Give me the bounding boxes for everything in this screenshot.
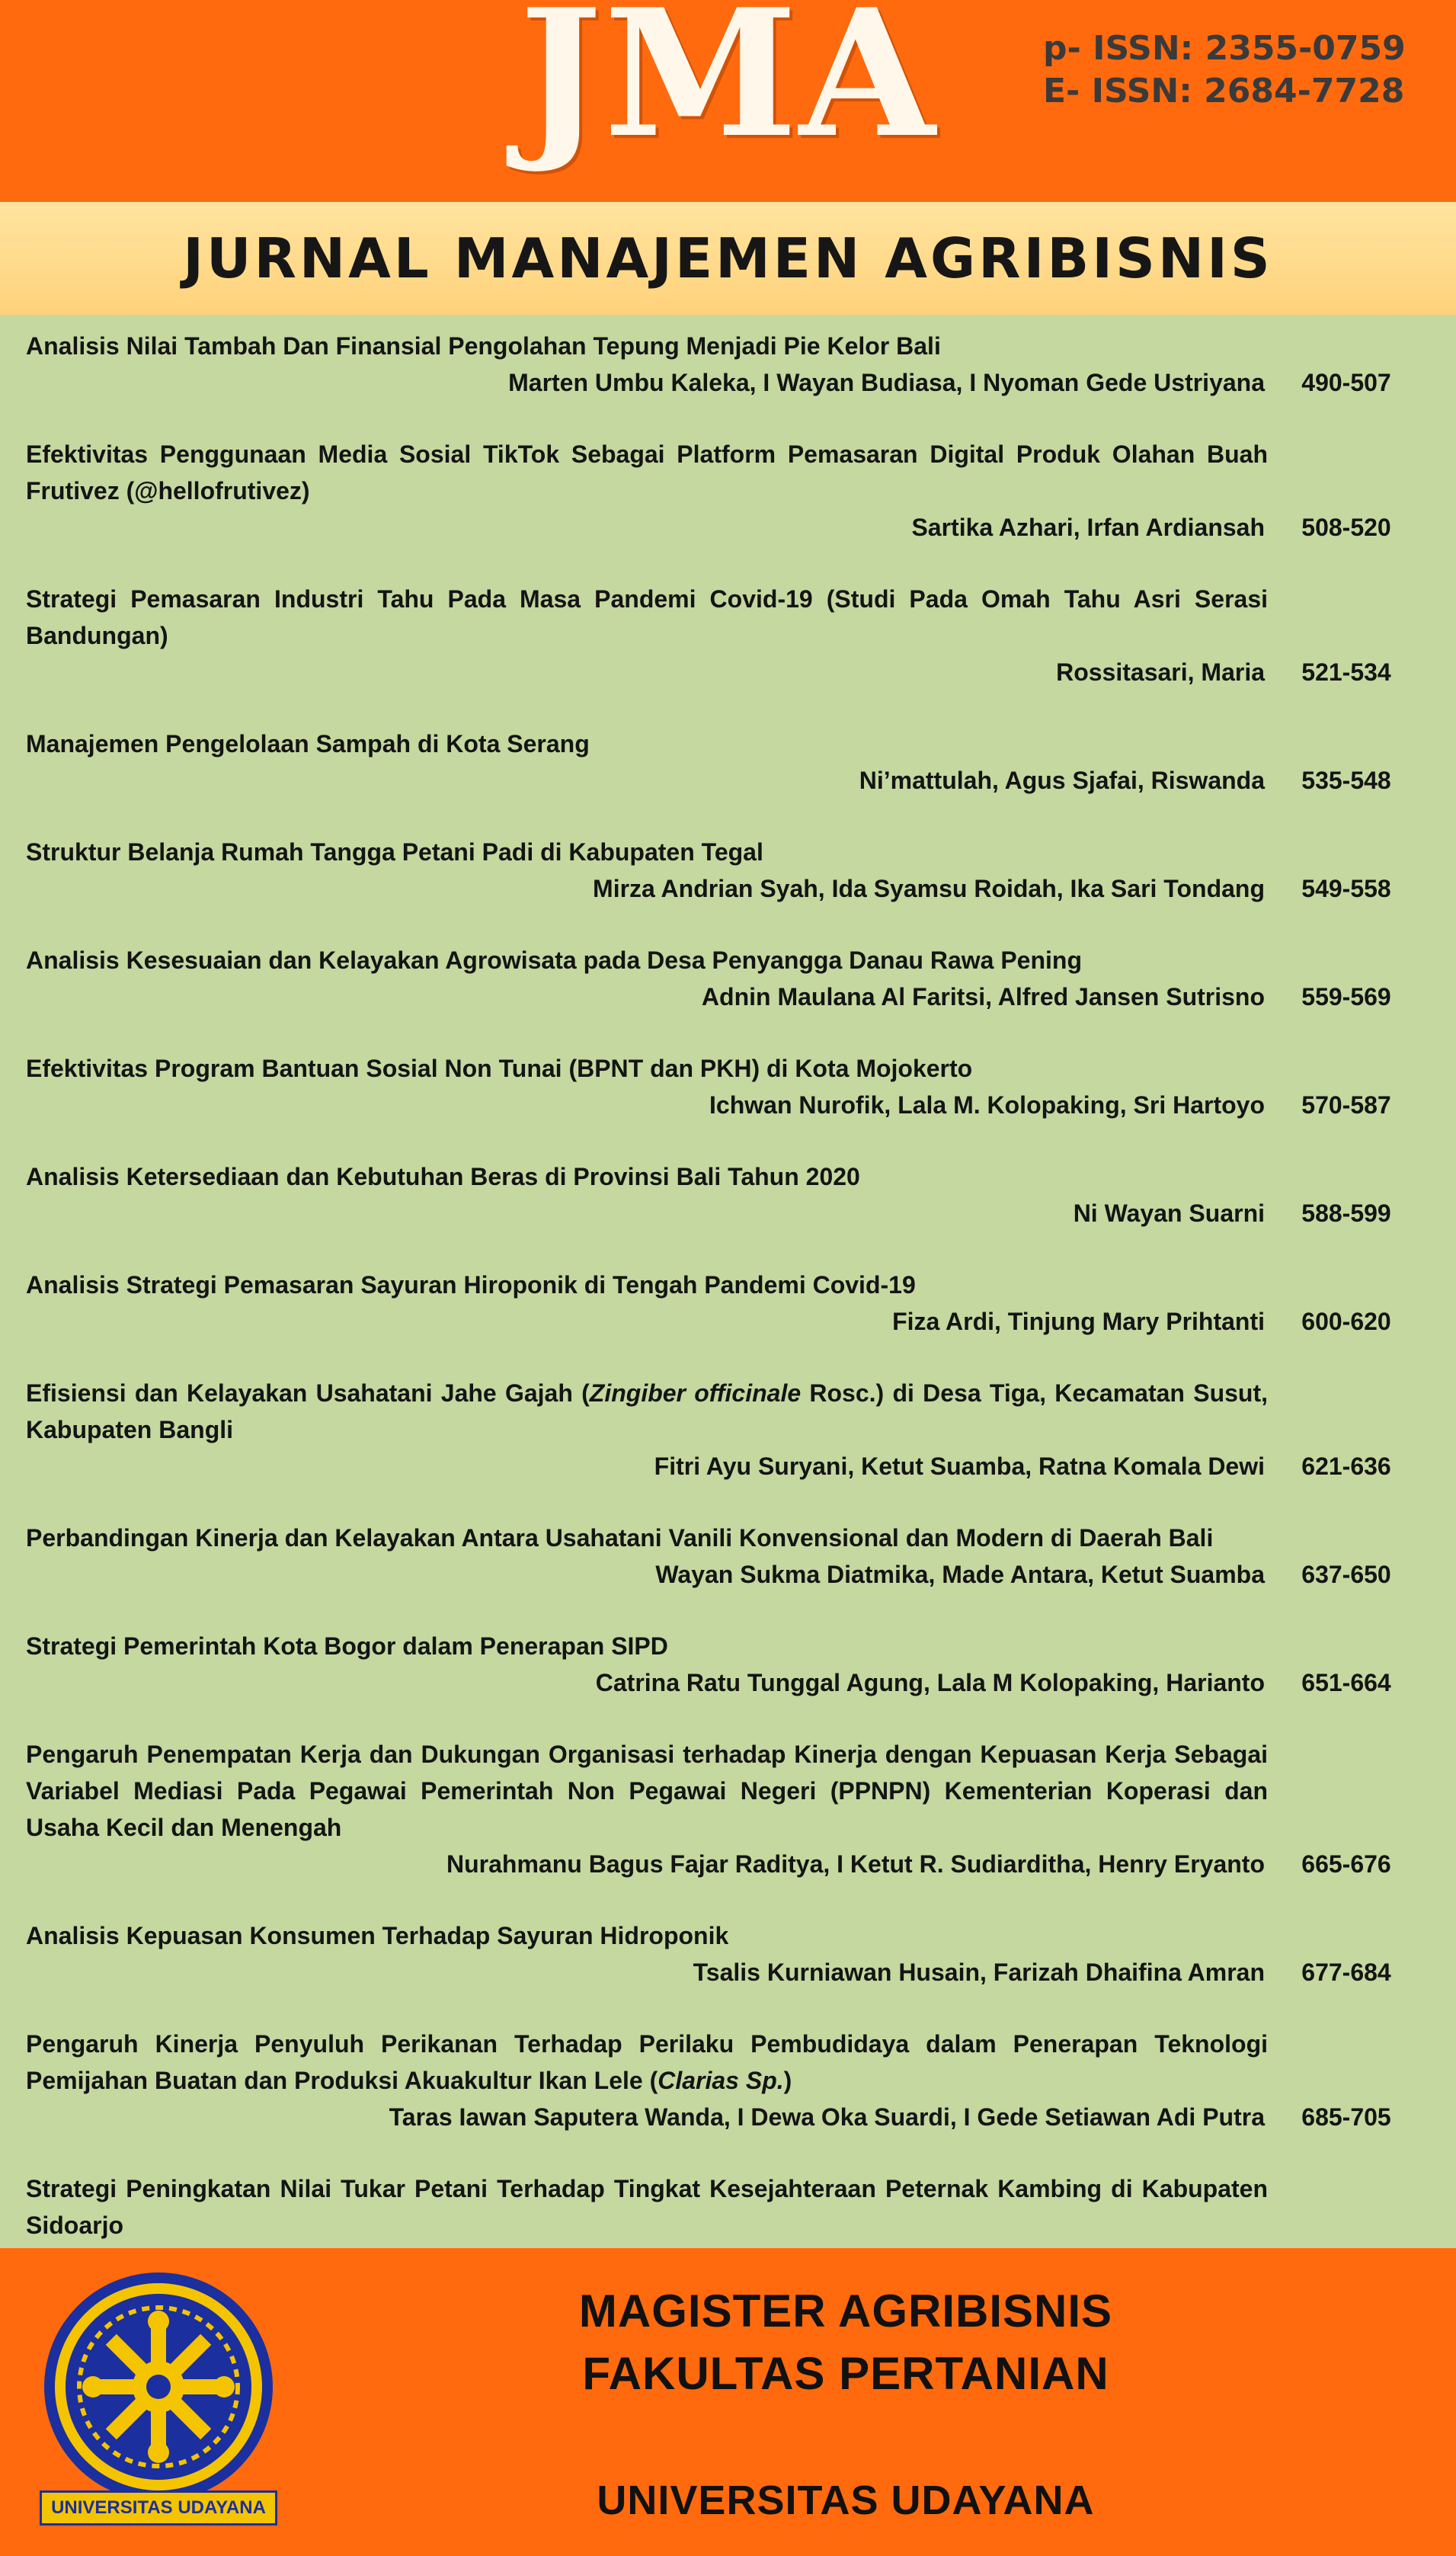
issn-block (1043, 27, 1406, 113)
article-title: Analisis Ketersediaan dan Kebutuhan Beras di Provinsi Bali Tahun 2020 (26, 1163, 860, 1190)
article-title: Perbandingan Kinerja dan Kelayakan Antara Usahatani Vanili Konvensional dan Modern di Daerah Bali (26, 1524, 1214, 1552)
journal-name: JURNAL MANAJEMEN AGRIBISNIS (183, 226, 1273, 290)
article-entry (26, 436, 1420, 546)
species-name: Zingiber officinale (589, 1379, 802, 1407)
e-issn: E- ISSN: 2684-7728 (1043, 72, 1405, 111)
article-authors: Ichwan Nurofik, Lala M. Kolopaking, Sri Hartoyo (709, 1091, 1265, 1119)
university-emblem-icon (37, 2273, 280, 2524)
article-entry (26, 1050, 1420, 1123)
program-name: MAGISTER AGRIBISNIS (578, 2285, 1113, 2337)
article-title (26, 1375, 1268, 1448)
footer-band (0, 2248, 1456, 2556)
article-title: Analisis Kesesuaian dan Kelayakan Agrowisata pada Desa Penyangga Danau Rawa Pening (26, 946, 1082, 974)
article-title-part: Rosc.) di Desa Tiga, Kecamatan Susut, Kabupaten Bangli (26, 1379, 1268, 1443)
article-entry (26, 1628, 1420, 1701)
article-entry (26, 1917, 1420, 1991)
species-name: Clarias Sp. (658, 2067, 784, 2094)
article-entry (26, 1267, 1420, 1340)
journal-logo: JMA (519, 0, 937, 177)
article-pages: 621-636 (1301, 1453, 1391, 1480)
article-pages: 637-650 (1301, 1561, 1391, 1588)
article-entry (26, 942, 1420, 1015)
article-title: Strategi Peningkatan Nilai Tukar Petani Terhadap Tingkat Kesejahteraan Peternak Kambing di Kabupaten Sidoarjo (26, 2175, 1268, 2239)
article-authors: Rossitasari, Maria (1056, 658, 1265, 686)
article-entry (26, 834, 1420, 907)
article-pages: 570-587 (1301, 1091, 1391, 1119)
article-authors: Taras Iawan Saputera Wanda, I Dewa Oka Suardi, I Gede Setiawan Adi Putra (389, 2103, 1265, 2131)
faculty-name: FAKULTAS PERTANIAN (582, 2348, 1109, 2399)
article-title (26, 2026, 1268, 2099)
article-pages: 651-664 (1301, 1669, 1391, 1696)
article-entry (26, 1158, 1420, 1232)
article-authors: Ni’mattulah, Agus Sjafai, Riswanda (859, 767, 1265, 794)
article-authors: Marten Umbu Kaleka, I Wayan Budiasa, I Nyoman Gede Ustriyana (508, 369, 1265, 396)
article-title: Pengaruh Penempatan Kerja dan Dukungan Organisasi terhadap Kinerja dengan Kepuasan Kerja Sebagai Variabel Mediasi Pada Pegawai Pemerintah Non Pegawai Negeri (PPNPN) Kementerian Koperasi dan Usaha Kecil dan Menengah (26, 1741, 1268, 1841)
table-of-contents (26, 328, 1420, 2315)
article-authors: Sartika Azhari, Irfan Ardiansah (911, 514, 1265, 541)
article-authors: Wayan Sukma Diatmika, Made Antara, Ketut Suamba (655, 1561, 1265, 1588)
article-entry (26, 581, 1420, 690)
article-authors: Catrina Ratu Tunggal Agung, Lala M Kolopaking, Harianto (595, 1669, 1265, 1696)
university-name: UNIVERSITAS UDAYANA (597, 2478, 1095, 2523)
article-pages: 677-684 (1301, 1959, 1391, 1986)
article-title: Analisis Kepuasan Konsumen Terhadap Sayuran Hidroponik (26, 1922, 729, 1949)
article-pages: 600-620 (1301, 1308, 1391, 1335)
article-authors: Fitri Ayu Suryani, Ketut Suamba, Ratna Komala Dewi (654, 1453, 1265, 1480)
article-title: Strategi Pemerintah Kota Bogor dalam Penerapan SIPD (26, 1632, 668, 1660)
header-band (0, 0, 1456, 202)
emblem-label: UNIVERSITAS UDAYANA (40, 2490, 277, 2526)
article-title: Analisis Strategi Pemasaran Sayuran Hiroponik di Tengah Pandemi Covid-19 (26, 1271, 916, 1299)
article-authors: Adnin Maulana Al Faritsi, Alfred Jansen Sutrisno (701, 983, 1265, 1011)
article-title-part: Efisiensi dan Kelayakan Usahatani Jahe Gajah ( (26, 1379, 590, 1407)
p-issn: p- ISSN: 2355-0759 (1043, 29, 1406, 68)
article-pages: 559-569 (1301, 983, 1391, 1011)
article-title: Strategi Pemasaran Industri Tahu Pada Masa Pandemi Covid-19 (Studi Pada Omah Tahu Asri Serasi Bandungan) (26, 585, 1268, 649)
article-entry (26, 1736, 1420, 1882)
article-pages: 685-705 (1301, 2103, 1391, 2131)
article-entry (26, 1375, 1420, 1485)
article-title-part: Pengaruh Kinerja Penyuluh Perikanan Terhadap Perilaku Pembudidaya dalam Penerapan Teknologi Pemijahan Buatan dan Produksi Akuakultur Ikan Lele ( (26, 2030, 1268, 2094)
article-pages: 665-676 (1301, 1850, 1391, 1878)
article-authors: Ni Wayan Suarni (1073, 1200, 1265, 1227)
article-authors: Fiza Ardi, Tinjung Mary Prihtanti (892, 1308, 1265, 1335)
article-authors: Tsalis Kurniawan Husain, Farizah Dhaifina Amran (693, 1959, 1265, 1986)
title-band (0, 202, 1456, 315)
article-authors: Nurahmanu Bagus Fajar Raditya, I Ketut R. Sudiarditha, Henry Eryanto (446, 1850, 1265, 1878)
article-pages: 508-520 (1301, 514, 1391, 541)
article-entry (26, 725, 1420, 799)
article-pages: 549-558 (1301, 875, 1391, 902)
article-pages: 490-507 (1301, 369, 1391, 396)
article-entry (26, 2026, 1420, 2135)
article-entry (26, 328, 1420, 401)
article-title: Analisis Nilai Tambah Dan Finansial Pengolahan Tepung Menjadi Pie Kelor Bali (26, 332, 941, 360)
article-entry (26, 1520, 1420, 1593)
article-title-part: ) (783, 2067, 792, 2094)
article-authors: Mirza Andrian Syah, Ida Syamsu Roidah, Ika Sari Tondang (593, 875, 1265, 902)
article-title: Struktur Belanja Rumah Tangga Petani Padi di Kabupaten Tegal (26, 838, 763, 866)
article-pages: 588-599 (1301, 1200, 1391, 1227)
article-pages: 521-534 (1301, 658, 1391, 686)
article-title: Efektivitas Program Bantuan Sosial Non Tunai (BPNT dan PKH) di Kota Mojokerto (26, 1055, 973, 1082)
article-pages: 535-548 (1301, 767, 1391, 794)
article-title: Efektivitas Penggunaan Media Sosial TikTok Sebagai Platform Pemasaran Digital Produk Olahan Buah Frutivez (@hellofrutivez) (26, 440, 1268, 504)
article-title: Manajemen Pengelolaan Sampah di Kota Serang (26, 730, 590, 758)
